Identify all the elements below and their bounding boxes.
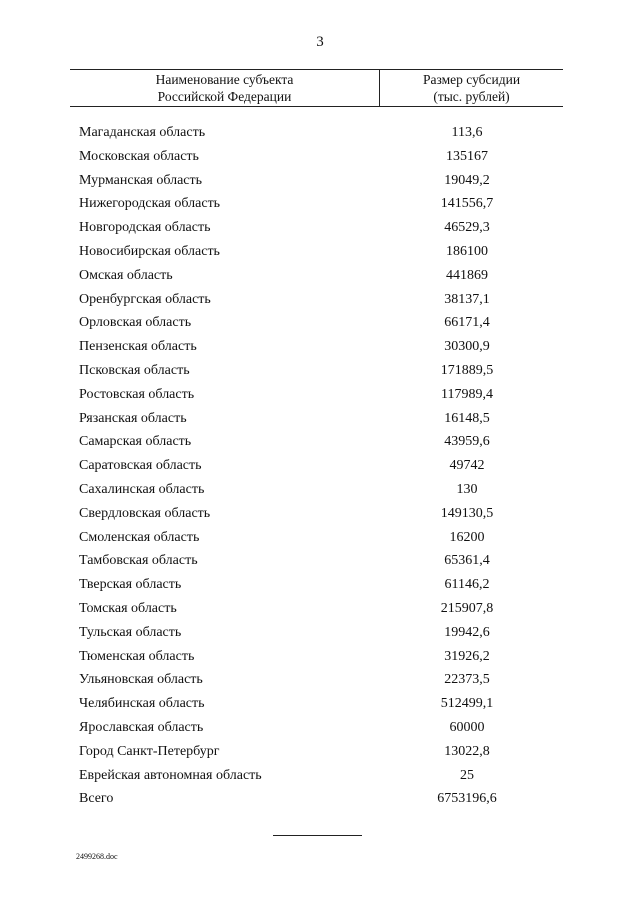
region-name: Тверская область bbox=[79, 577, 182, 593]
subsidy-amount: 135167 bbox=[446, 148, 488, 164]
table-header bbox=[70, 69, 563, 107]
header-name-line-1: Наименование субъекта bbox=[155, 72, 294, 87]
table-row bbox=[79, 645, 563, 669]
subsidy-amount: 13022,8 bbox=[444, 743, 490, 759]
subsidy-amount: 38137,1 bbox=[444, 291, 490, 307]
page-number: 3 bbox=[316, 34, 324, 50]
table-row bbox=[79, 454, 563, 478]
table-row bbox=[79, 383, 563, 407]
subsidy-amount: 22373,5 bbox=[444, 672, 490, 688]
table-body bbox=[79, 121, 563, 811]
region-name: Нижегородская область bbox=[79, 196, 221, 212]
table-row bbox=[79, 169, 563, 193]
subsidy-amount: 25 bbox=[460, 767, 474, 783]
region-name: Оренбургская область bbox=[79, 291, 211, 307]
region-name: Смоленская область bbox=[79, 529, 200, 545]
header-amount-column bbox=[380, 70, 563, 107]
table-row bbox=[79, 264, 563, 288]
subsidy-amount: 16200 bbox=[449, 529, 485, 545]
table-row bbox=[79, 621, 563, 645]
region-name: Ростовская область bbox=[79, 386, 195, 402]
table-row bbox=[79, 407, 563, 431]
region-name: Томская область bbox=[79, 600, 177, 616]
table-row bbox=[79, 335, 563, 359]
region-name: Самарская область bbox=[79, 434, 192, 450]
region-name: Ульяновская область bbox=[79, 672, 203, 688]
table-row bbox=[79, 288, 563, 312]
header-amount-line-2: (тыс. рублей) bbox=[433, 89, 510, 104]
subsidy-amount: 16148,5 bbox=[444, 410, 490, 426]
table-row bbox=[79, 478, 563, 502]
region-name: Еврейская автономная область bbox=[79, 767, 262, 783]
subsidy-amount: 215907,8 bbox=[440, 600, 494, 616]
table-row bbox=[79, 549, 563, 573]
subsidy-amount: 141556,7 bbox=[440, 196, 494, 212]
header-name-line-2: Российской Федерации bbox=[157, 89, 292, 104]
region-name: Псковская область bbox=[79, 362, 190, 378]
table-row bbox=[79, 311, 563, 335]
table-row bbox=[79, 692, 563, 716]
table-row bbox=[79, 145, 563, 169]
region-name: Сахалинская область bbox=[79, 481, 205, 497]
subsidy-amount: 19942,6 bbox=[444, 624, 490, 640]
table-row bbox=[79, 359, 563, 383]
table-row bbox=[79, 573, 563, 597]
subsidy-amount: 46529,3 bbox=[444, 220, 490, 236]
region-name: Омская область bbox=[79, 267, 173, 283]
table-row bbox=[79, 216, 563, 240]
table-row bbox=[79, 192, 563, 216]
table-row bbox=[79, 716, 563, 740]
subsidy-amount: 19049,2 bbox=[444, 172, 490, 188]
subsidy-amount: 66171,4 bbox=[444, 315, 490, 331]
region-name: Магаданская область bbox=[79, 125, 206, 140]
subsidy-amount: 60000 bbox=[449, 719, 485, 735]
region-name: Новгородская область bbox=[79, 220, 211, 236]
region-name: Мурманская область bbox=[79, 172, 203, 188]
region-name: Пензенская область bbox=[79, 339, 197, 355]
subsidy-amount: 49742 bbox=[449, 458, 485, 474]
region-name: Всего bbox=[79, 791, 114, 807]
region-name: Орловская область bbox=[79, 315, 192, 331]
region-name: Московская область bbox=[79, 148, 199, 164]
table-row bbox=[79, 787, 563, 811]
subsidy-amount: 149130,5 bbox=[440, 505, 494, 521]
table-row bbox=[79, 430, 563, 454]
subsidy-amount: 61146,2 bbox=[444, 577, 490, 593]
subsidy-amount: 130 bbox=[456, 481, 478, 497]
subsidy-amount: 512499,1 bbox=[440, 696, 494, 712]
header-name-column bbox=[70, 70, 379, 107]
region-name: Тамбовская область bbox=[79, 553, 198, 569]
subsidy-amount: 186100 bbox=[446, 243, 488, 259]
table-row bbox=[79, 526, 563, 550]
region-name: Челябинская область bbox=[79, 696, 205, 712]
table-row bbox=[79, 764, 563, 788]
footer-divider bbox=[273, 835, 362, 836]
subsidy-amount: 6753196,6 bbox=[437, 791, 497, 807]
table-row bbox=[79, 502, 563, 526]
region-name: Рязанская область bbox=[79, 410, 187, 426]
region-name: Свердловская область bbox=[79, 505, 211, 521]
region-name: Тульская область bbox=[79, 624, 182, 640]
region-name: Саратовская область bbox=[79, 458, 202, 474]
region-name: Тюменская область bbox=[79, 648, 195, 664]
subsidy-amount: 441869 bbox=[446, 267, 488, 283]
document-id: 2499268.doc bbox=[76, 852, 118, 861]
table-row bbox=[79, 121, 563, 145]
region-name: Город Санкт-Петербург bbox=[79, 743, 220, 759]
subsidy-amount: 31926,2 bbox=[444, 648, 490, 664]
subsidy-amount: 171889,5 bbox=[440, 362, 494, 378]
subsidy-amount: 113,6 bbox=[451, 125, 483, 140]
table-row bbox=[79, 668, 563, 692]
subsidy-amount: 117989,4 bbox=[441, 386, 493, 402]
table-row bbox=[79, 240, 563, 264]
region-name: Ярославская область bbox=[79, 719, 204, 735]
region-name: Новосибирская область bbox=[79, 243, 220, 259]
table-row bbox=[79, 597, 563, 621]
subsidy-amount: 30300,9 bbox=[444, 339, 490, 355]
subsidy-amount: 43959,6 bbox=[444, 434, 490, 450]
header-amount-line-1: Размер субсидии bbox=[422, 72, 521, 87]
table-row bbox=[79, 740, 563, 764]
subsidy-amount: 65361,4 bbox=[444, 553, 490, 569]
